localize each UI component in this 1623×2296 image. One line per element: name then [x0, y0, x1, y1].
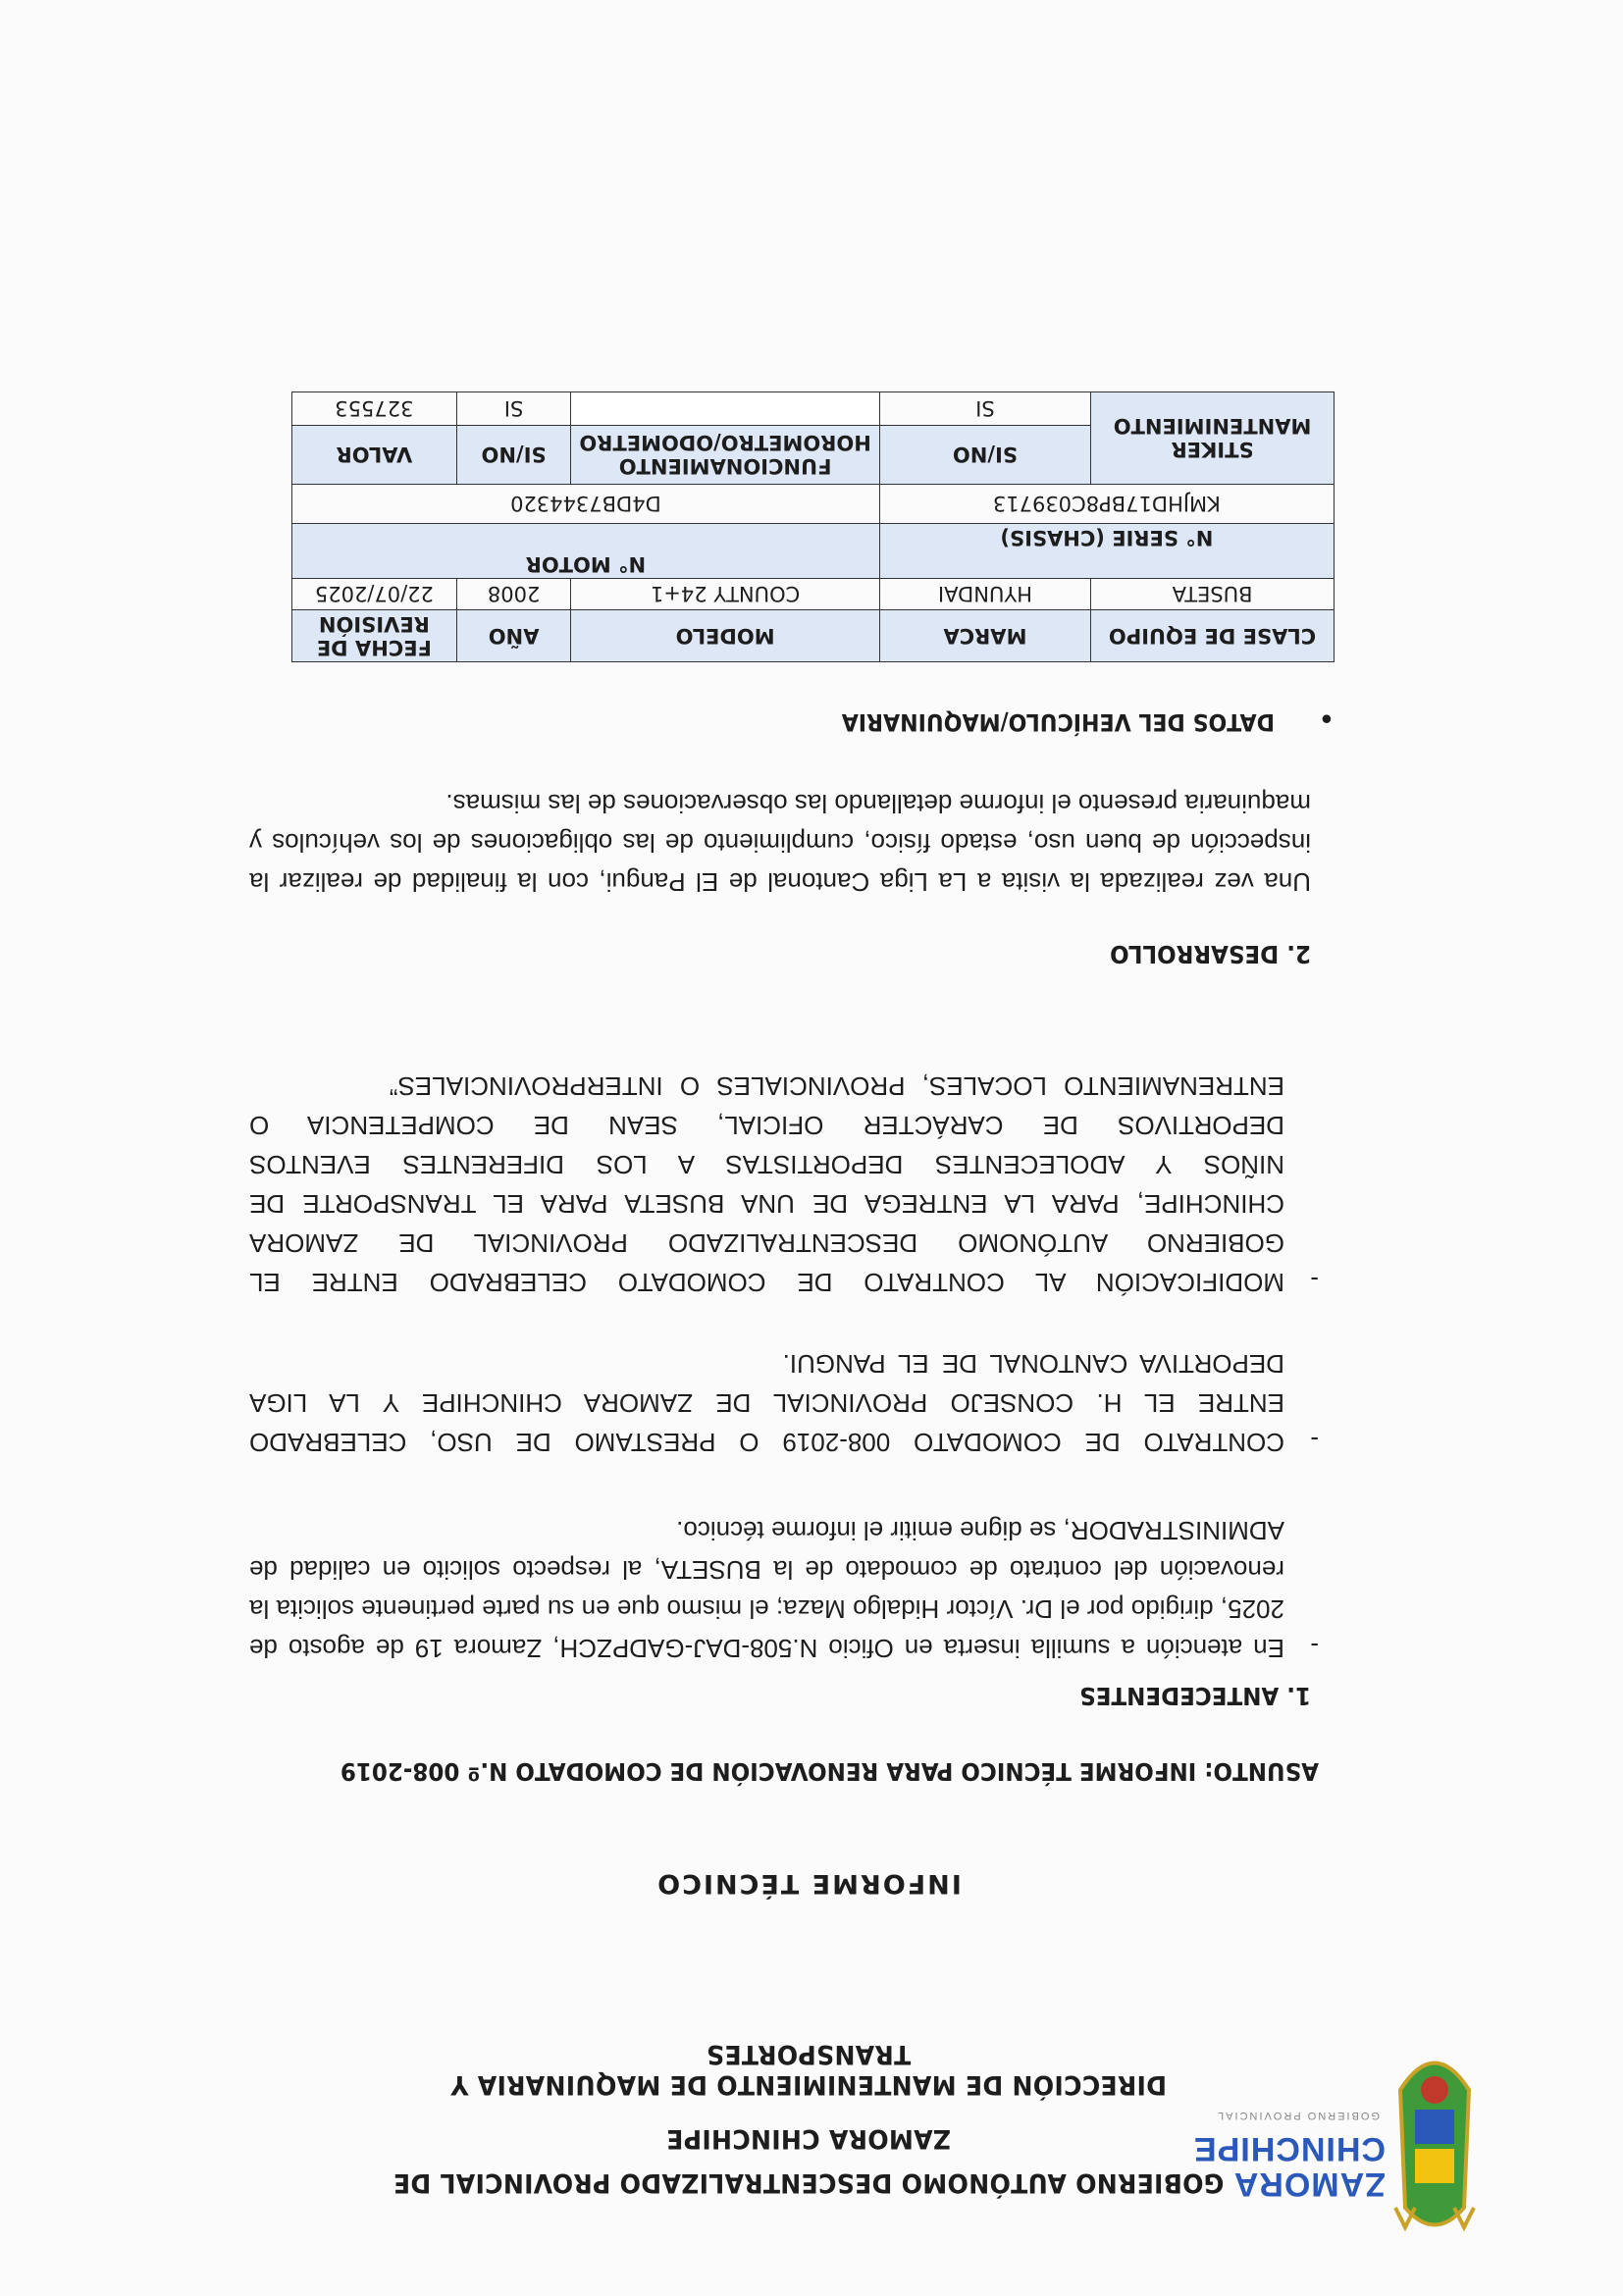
list-dash-1: -	[1310, 1632, 1319, 1661]
vehicle-data-heading: DATOS DEL VEHÍCULO/MAQUINARIA	[841, 708, 1275, 736]
table-header-funcionamiento: FUNCIONAMIENTO HOROMETRO/ODOMETRO	[571, 426, 879, 485]
table-header-motor: N° MOTOR	[292, 524, 880, 579]
table-cell-clase: BUSETA	[1091, 579, 1335, 610]
antecedente-item-2: CONTRATO DE COMODATO 008-2019 O PRESTAMO DE USO, CELEBRADO ENTRE EL H. CONSEJO PROVINCIAL DE ZAMORA CHINCHIPE Y LA LIGA DEPORTIVA CANTONAL DE EL PANGUI.	[249, 1349, 1284, 1457]
table-header-sino-2: SI/NO	[456, 426, 571, 485]
table-row	[292, 426, 1335, 485]
logo-text-line2: CHINCHIPE	[1192, 2130, 1386, 2167]
table-cell-motor: D4DB7344320	[292, 485, 880, 524]
coat-of-arms-icon	[1386, 2036, 1484, 2237]
table-header-fecha: FECHA DE REVISIÓN	[292, 610, 457, 662]
table-cell-stiker-value: SI	[879, 392, 1090, 426]
table-cell-serie: KMJHD17BP8C039713	[879, 485, 1334, 524]
table-header-clase: CLASE DE EQUIPO	[1091, 610, 1335, 662]
document-subject: ASUNTO: INFORME TÉCNICO PARA RENOVACIÓN DE COMODATO N.º 008-2019	[340, 1757, 1319, 1786]
section-desarrollo-heading: 2. DESARROLLO	[1110, 940, 1311, 968]
header-institution-line2: ZAMORA CHINCHIPE	[665, 2123, 952, 2154]
logo-text-line1: ZAMORA	[1232, 2166, 1386, 2203]
table-cell-funcionamiento-value: SI	[456, 392, 571, 426]
logo-wordmark	[1192, 2130, 1386, 2203]
table-cell-fecha: 22/07/2025	[292, 579, 457, 610]
header-institution-line1: GOBIERNO AUTÓNOMO DESCENTRALIZADO PROVINCIAL DE	[393, 2167, 1225, 2198]
table-cell-anio: 2008	[456, 579, 571, 610]
table-header-valor: VALOR	[292, 426, 457, 485]
zamora-chinchipe-logo	[1192, 2036, 1484, 2237]
table-header-anio: AÑO	[456, 610, 571, 662]
antecedente-item-3: MODIFICACIÓN AL CONTRATO DE COMODATO CELEBRADO ENTRE EL GOBIERNO AUTÓNOMO DESCENTRALIZADO PROVINCIAL DE ZAMORA CHINCHIPE, PARA LA ENTREGA DE UNA BUSETA PARA EL TRANSPORTE DE NIÑOS Y ADOLECENTES DEPORTISTAS A LOS DIFERENTES EVENTOS DEPORTIVOS DE CARÁCTER OFICIAL, SEAN DE COMPETENCIA O ENTRENAMIENTO LOCALES, PROVINCIALES O INTERPROVINCIALES”	[249, 1071, 1284, 1297]
table-cell-marca: HYUNDAI	[879, 579, 1090, 610]
table-header-stiker: STIKER MANTENIMIENTO	[1091, 392, 1335, 485]
section-antecedentes-heading: 1. ANTECEDENTES	[1079, 1682, 1311, 1710]
logo-tagline: GOBIERNO PROVINCIAL	[1216, 2110, 1380, 2121]
table-row	[292, 524, 1335, 579]
table-cell-valor: 327553	[292, 392, 457, 426]
bullet-icon: ●	[1320, 708, 1333, 730]
table-header-marca: MARCA	[879, 610, 1090, 662]
list-dash-2: -	[1310, 1426, 1319, 1455]
vehicle-data-table	[291, 391, 1335, 662]
antecedente-item-1: En atención a sumilla inserta en Oficio N.508-DAJ-GADPZCH, Zamora 19 de agosto de 2025, dirigido por el Dr. Víctor Hidalgo Maza; el mismo que en su parte pertinente solicita la renovación del contrato de comodato de la BUSETA, al respecto solicito en calidad de ADMINISTRADOR, se digne emitir el informe técnico.	[249, 1516, 1284, 1663]
table-row	[292, 485, 1335, 524]
table-row	[292, 579, 1335, 610]
table-cell-modelo: COUNTY 24+1	[571, 579, 879, 610]
desarrollo-paragraph: Una vez realizada la visita a La Liga Cantonal de El Pangui, con la finalidad de realizar la inspección de buen uso, estado físico, cumplimiento de las obligaciones de los vehículos y maquinaria presento el informe detallando las observaciones de las mismas.	[249, 789, 1311, 897]
document-title: INFORME TÉCNICO	[655, 1868, 962, 1899]
table-cell-funcionamiento-blank	[571, 392, 879, 426]
table-row	[292, 610, 1335, 662]
table-header-serie: N° SERIE (CHASIS)	[879, 524, 1334, 579]
table-header-modelo: MODELO	[571, 610, 879, 662]
header-department: DIRECCIÓN DE MANTENIMIENTO DE MAQUINARIA Y TRANSPORTES	[450, 2039, 1167, 2100]
list-dash-3: -	[1310, 1266, 1319, 1295]
table-header-sino-1: SI/NO	[879, 426, 1090, 485]
